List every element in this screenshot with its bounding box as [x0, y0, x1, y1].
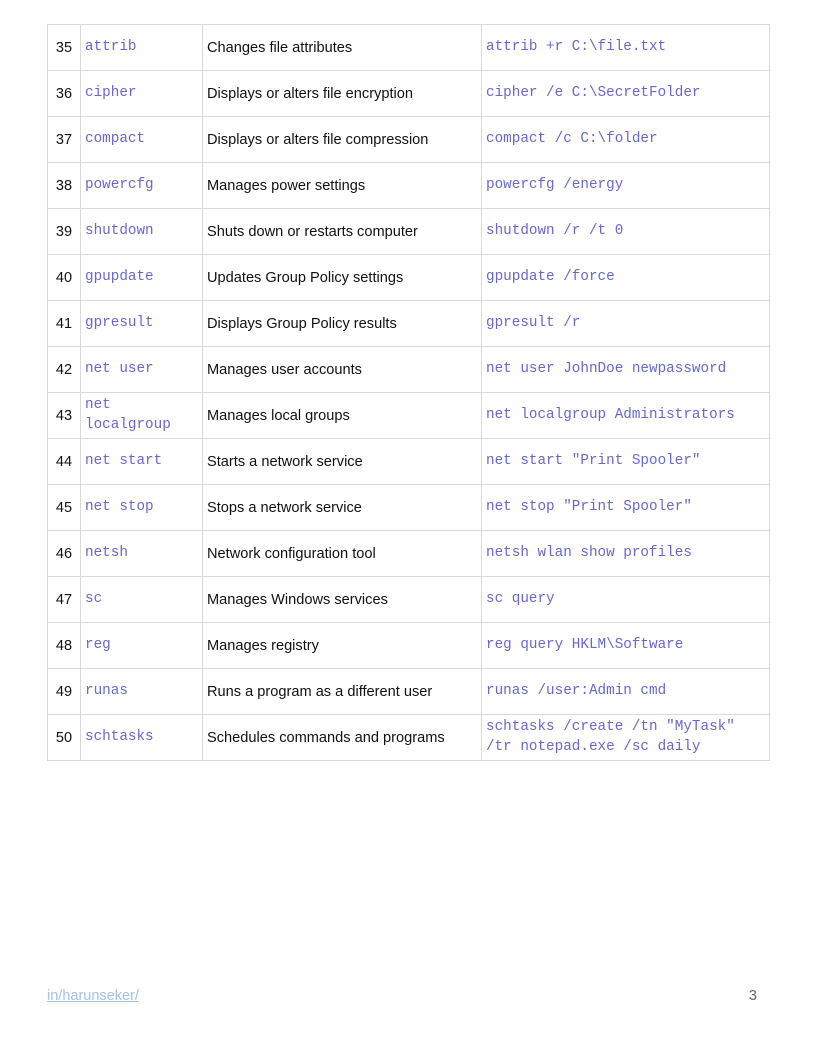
- row-number-cell: 37: [48, 117, 81, 163]
- table-row: [48, 393, 770, 439]
- command-cell: runas: [81, 669, 203, 715]
- example-cell: net stop "Print Spooler": [482, 485, 770, 531]
- example-cell: powercfg /energy: [482, 163, 770, 209]
- description-cell: Network configuration tool: [203, 531, 482, 577]
- description-cell: Stops a network service: [203, 485, 482, 531]
- table-row: [48, 25, 770, 71]
- example-cell: shutdown /r /t 0: [482, 209, 770, 255]
- description-cell: Shuts down or restarts computer: [203, 209, 482, 255]
- description-cell: Manages local groups: [203, 393, 482, 439]
- table-row: [48, 347, 770, 393]
- row-number-cell: 45: [48, 485, 81, 531]
- row-number-cell: 35: [48, 25, 81, 71]
- page-footer: [47, 988, 769, 1004]
- command-cell: powercfg: [81, 163, 203, 209]
- commands-table: [47, 24, 770, 761]
- command-cell: sc: [81, 577, 203, 623]
- row-number-cell: 48: [48, 623, 81, 669]
- row-number-cell: 42: [48, 347, 81, 393]
- row-number-cell: 40: [48, 255, 81, 301]
- command-cell: reg: [81, 623, 203, 669]
- row-number-cell: 46: [48, 531, 81, 577]
- description-cell: Starts a network service: [203, 439, 482, 485]
- table-row: [48, 117, 770, 163]
- description-cell: Schedules commands and programs: [203, 715, 482, 761]
- example-cell: schtasks /create /tn "MyTask" /tr notepad.exe /sc daily: [482, 715, 770, 761]
- example-cell: net localgroup Administrators: [482, 393, 770, 439]
- table-row: [48, 439, 770, 485]
- row-number-cell: 36: [48, 71, 81, 117]
- command-cell: gpupdate: [81, 255, 203, 301]
- table-row: [48, 669, 770, 715]
- example-cell: reg query HKLM\Software: [482, 623, 770, 669]
- example-cell: net start "Print Spooler": [482, 439, 770, 485]
- description-cell: Manages Windows services: [203, 577, 482, 623]
- table-row: [48, 531, 770, 577]
- command-cell: schtasks: [81, 715, 203, 761]
- command-cell: net user: [81, 347, 203, 393]
- command-cell: netsh: [81, 531, 203, 577]
- row-number-cell: 38: [48, 163, 81, 209]
- command-cell: gpresult: [81, 301, 203, 347]
- row-number-cell: 47: [48, 577, 81, 623]
- table-row: [48, 209, 770, 255]
- command-cell: net localgroup: [81, 393, 203, 439]
- description-cell: Runs a program as a different user: [203, 669, 482, 715]
- row-number-cell: 41: [48, 301, 81, 347]
- table-row: [48, 623, 770, 669]
- command-cell: net stop: [81, 485, 203, 531]
- example-cell: gpresult /r: [482, 301, 770, 347]
- example-cell: gpupdate /force: [482, 255, 770, 301]
- row-number-cell: 44: [48, 439, 81, 485]
- description-cell: Displays or alters file encryption: [203, 71, 482, 117]
- example-cell: net user JohnDoe newpassword: [482, 347, 770, 393]
- page-number: 3: [748, 988, 757, 1004]
- command-cell: shutdown: [81, 209, 203, 255]
- row-number-cell: 39: [48, 209, 81, 255]
- row-number-cell: 50: [48, 715, 81, 761]
- table-row: [48, 71, 770, 117]
- description-cell: Displays Group Policy results: [203, 301, 482, 347]
- example-cell: runas /user:Admin cmd: [482, 669, 770, 715]
- table-row: [48, 715, 770, 761]
- row-number-cell: 49: [48, 669, 81, 715]
- description-cell: Manages registry: [203, 623, 482, 669]
- example-cell: cipher /e C:\SecretFolder: [482, 71, 770, 117]
- table-row: [48, 255, 770, 301]
- example-cell: netsh wlan show profiles: [482, 531, 770, 577]
- description-cell: Changes file attributes: [203, 25, 482, 71]
- command-cell: compact: [81, 117, 203, 163]
- linkedin-profile-link[interactable]: in/harunseker/: [47, 988, 139, 1004]
- example-cell: compact /c C:\folder: [482, 117, 770, 163]
- description-cell: Manages power settings: [203, 163, 482, 209]
- description-cell: Displays or alters file compression: [203, 117, 482, 163]
- table-row: [48, 485, 770, 531]
- example-cell: attrib +r C:\file.txt: [482, 25, 770, 71]
- commands-table-body: [48, 25, 770, 761]
- table-row: [48, 577, 770, 623]
- description-cell: Updates Group Policy settings: [203, 255, 482, 301]
- command-cell: net start: [81, 439, 203, 485]
- command-cell: attrib: [81, 25, 203, 71]
- command-cell: cipher: [81, 71, 203, 117]
- row-number-cell: 43: [48, 393, 81, 439]
- description-cell: Manages user accounts: [203, 347, 482, 393]
- table-row: [48, 301, 770, 347]
- table-row: [48, 163, 770, 209]
- example-cell: sc query: [482, 577, 770, 623]
